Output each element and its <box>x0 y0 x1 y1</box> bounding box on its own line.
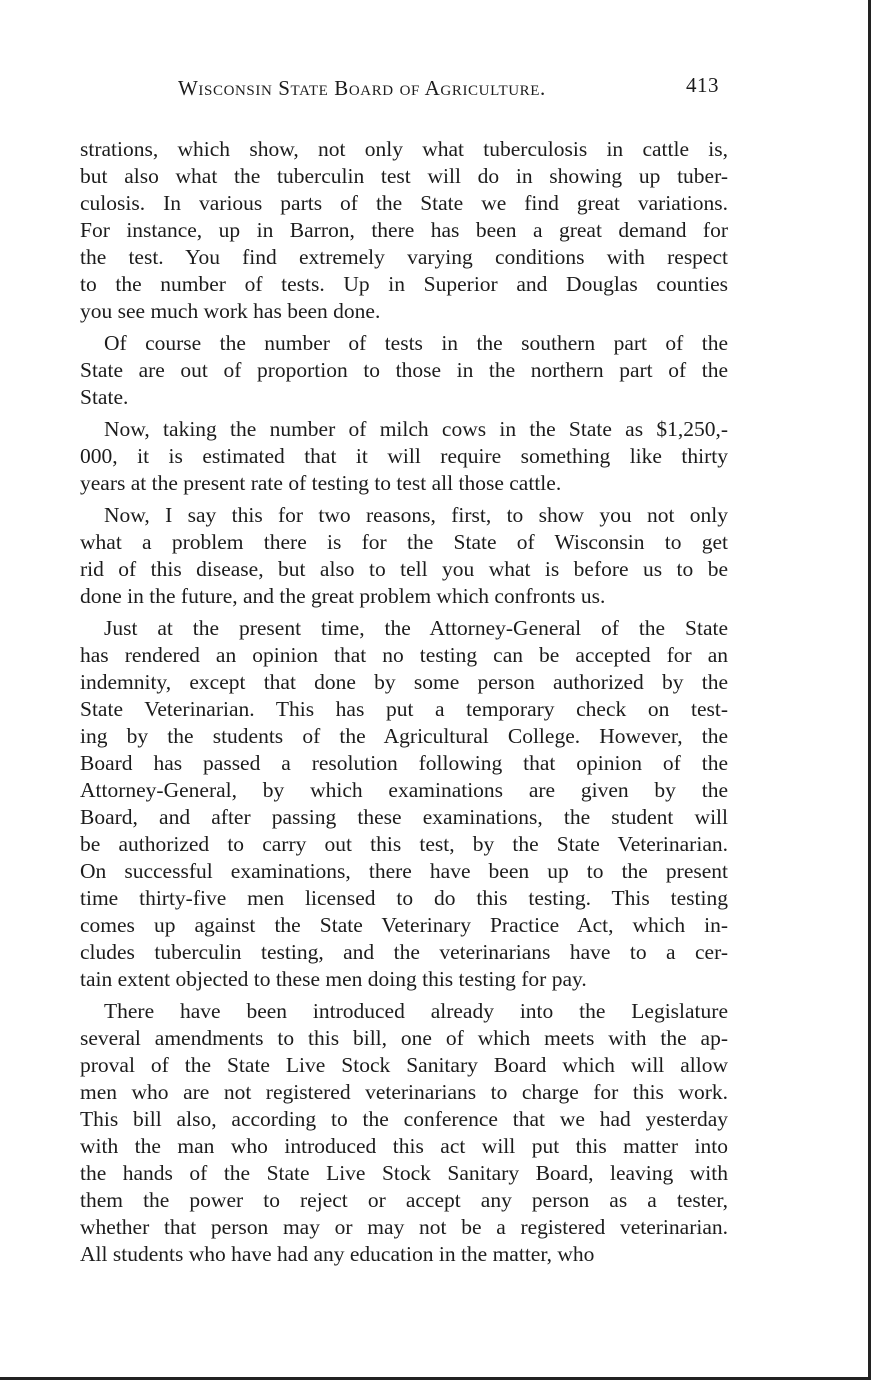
text-line: indemnity, except that done by some person authorized by the <box>80 670 728 694</box>
paragraph <box>80 615 728 993</box>
text-line: Now, I say this for two reasons, first, to show you not only <box>104 503 728 527</box>
text-line: cludes tuberculin testing, and the veterinarians have to a cer- <box>80 940 728 964</box>
text-line: comes up against the State Veterinary Practice Act, which in- <box>80 913 728 937</box>
paragraph <box>80 136 728 325</box>
text-line: State Veterinarian. This has put a temporary check on test- <box>80 697 728 721</box>
page-number: 413 <box>686 73 719 97</box>
text-line: but also what the tuberculin test will do in showing up tuber- <box>80 164 728 188</box>
paragraph <box>80 502 728 610</box>
text-line: All students who have had any education in the matter, who <box>80 1242 595 1266</box>
text-line: 000, it is estimated that it will require something like thirty <box>80 444 728 468</box>
text-line: men who are not registered veterinarians to charge for this work. <box>80 1080 728 1104</box>
paragraph <box>80 330 728 411</box>
text-line: years at the present rate of testing to test all those cattle. <box>80 471 562 495</box>
body-text <box>80 136 728 1268</box>
text-line: the hands of the State Live Stock Sanitary Board, leaving with <box>80 1161 728 1185</box>
text-line: proval of the State Live Stock Sanitary Board which will allow <box>80 1053 728 1077</box>
text-line: whether that person may or may not be a registered veterinarian. <box>80 1215 728 1239</box>
paragraph <box>80 416 728 497</box>
text-line: ing by the students of the Agricultural College. However, the <box>80 724 728 748</box>
text-line: State are out of proportion to those in the northern part of the <box>80 358 728 382</box>
text-line: culosis. In various parts of the State we find great variations. <box>80 191 728 215</box>
text-line: time thirty-five men licensed to do this testing. This testing <box>80 886 728 910</box>
text-line: be authorized to carry out this test, by the State Veterinarian. <box>80 832 728 856</box>
text-line: several amendments to this bill, one of which meets with the ap- <box>80 1026 728 1050</box>
text-line: Attorney-General, by which examinations are given by the <box>80 778 728 802</box>
text-line: Board has passed a resolution following that opinion of the <box>80 751 728 775</box>
text-line: the test. You find extremely varying conditions with respect <box>80 245 728 269</box>
text-line: Now, taking the number of milch cows in the State as $1,250,- <box>104 417 728 441</box>
text-line: There have been introduced already into the Legislature <box>104 999 728 1023</box>
text-line: you see much work has been done. <box>80 299 381 323</box>
text-line: to the number of tests. Up in Superior and Douglas counties <box>80 272 728 296</box>
text-line: For instance, up in Barron, there has been a great demand for <box>80 218 728 242</box>
text-line: what a problem there is for the State of Wisconsin to get <box>80 530 728 554</box>
text-line: Just at the present time, the Attorney-General of the State <box>104 616 728 640</box>
paragraph <box>80 998 728 1268</box>
running-header-title: Wisconsin State Board of Agriculture. <box>178 76 546 100</box>
text-line: State. <box>80 385 129 409</box>
text-line: has rendered an opinion that no testing can be accepted for an <box>80 643 728 667</box>
text-line: rid of this disease, but also to tell you what is before us to be <box>80 557 728 581</box>
text-line: Board, and after passing these examinations, the student will <box>80 805 728 829</box>
text-line: them the power to reject or accept any person as a tester, <box>80 1188 728 1212</box>
text-line: tain extent objected to these men doing this testing for pay. <box>80 967 587 991</box>
text-line: strations, which show, not only what tuberculosis in cattle is, <box>80 137 728 161</box>
text-line: done in the future, and the great problem which confronts us. <box>80 584 606 608</box>
text-line: with the man who introduced this act will put this matter into <box>80 1134 728 1158</box>
text-line: On successful examinations, there have been up to the present <box>80 859 728 883</box>
text-line: Of course the number of tests in the southern part of the <box>104 331 728 355</box>
text-line: This bill also, according to the conference that we had yesterday <box>80 1107 728 1131</box>
